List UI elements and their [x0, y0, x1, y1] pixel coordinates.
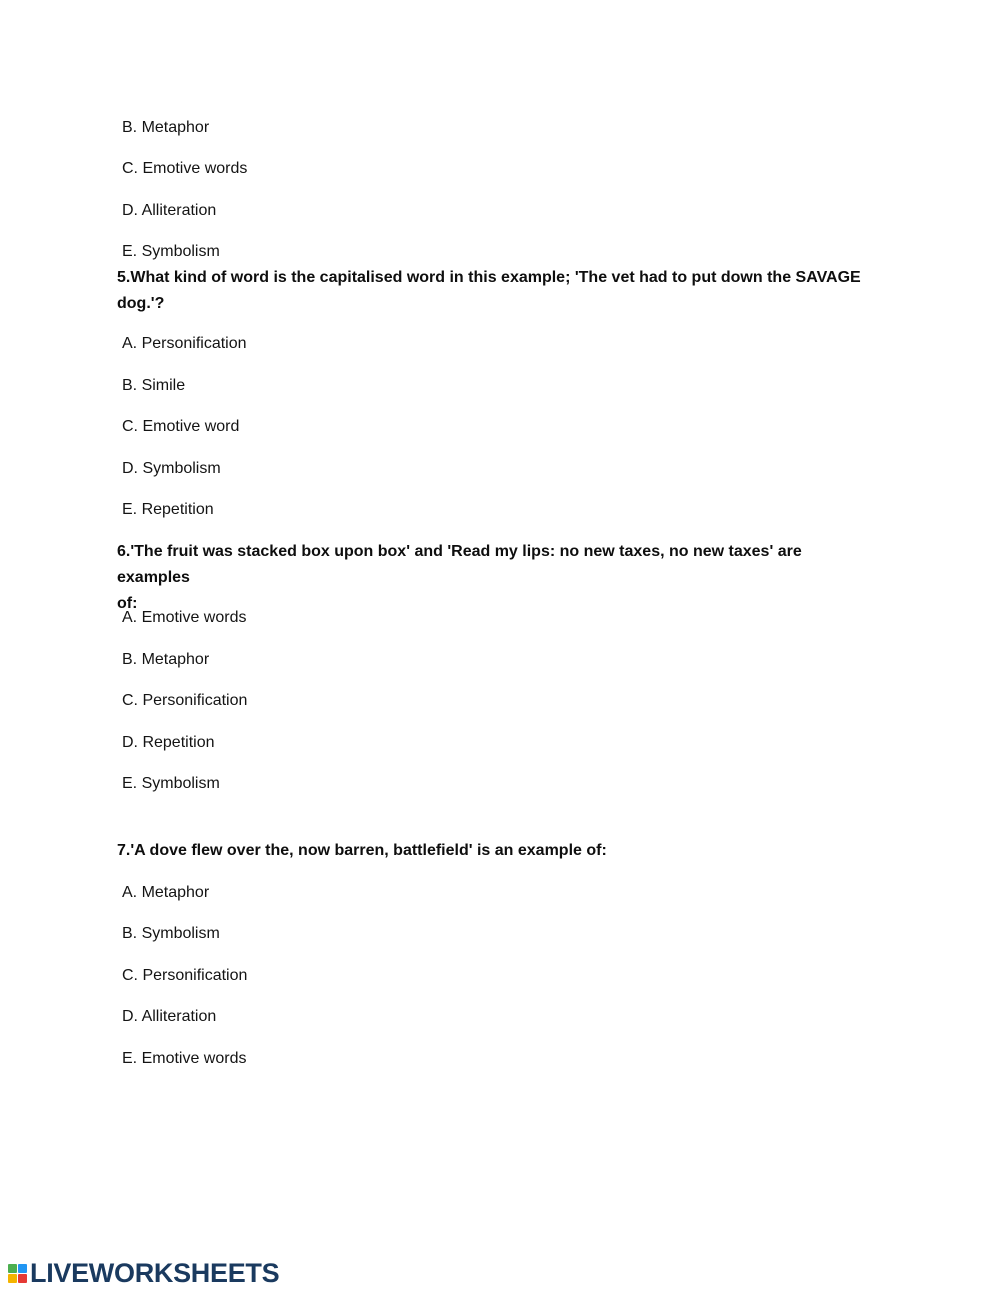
q6-option-a: A. Emotive words — [122, 609, 247, 626]
q5-option-e: E. Repetition — [122, 501, 214, 518]
q4-option-d: D. Alliteration — [122, 202, 217, 219]
q6-option-d: D. Repetition — [122, 734, 215, 751]
liveworksheets-logo-icon — [8, 1264, 27, 1283]
q5-option-c: C. Emotive word — [122, 418, 240, 435]
q7-question: 7.'A dove flew over the, now barren, battlefield' is an example of: — [117, 842, 607, 859]
q7-option-c: C. Personification — [122, 967, 248, 984]
q6-question-line1: 6.'The fruit was stacked box upon box' and 'Read my lips: no new taxes, no new taxes' are examples — [117, 543, 802, 586]
q7-option-e: E. Emotive words — [122, 1050, 247, 1067]
q5-option-d: D. Symbolism — [122, 460, 221, 477]
q4-option-b: B. Metaphor — [122, 119, 210, 136]
logo-square-green — [8, 1264, 17, 1273]
q4-option-e: E. Symbolism — [122, 243, 220, 260]
q6-option-b: B. Metaphor — [122, 651, 210, 668]
logo-square-yellow — [8, 1274, 17, 1283]
q6-option-e: E. Symbolism — [122, 775, 220, 792]
logo-square-red — [18, 1274, 27, 1283]
q5-option-a: A. Personification — [122, 335, 247, 352]
logo-square-blue — [18, 1264, 27, 1273]
q5-question — [117, 265, 877, 317]
q7-option-b: B. Symbolism — [122, 925, 220, 942]
q7-option-d: D. Alliteration — [122, 1008, 217, 1025]
q5-question-line1: 5.What kind of word is the capitalised word in this example; 'The vet had to put down the SAVAGE — [117, 269, 861, 286]
q7-option-a: A. Metaphor — [122, 884, 210, 901]
liveworksheets-logo[interactable] — [8, 1258, 279, 1288]
q6-question — [117, 539, 877, 617]
q4-option-c: C. Emotive words — [122, 160, 248, 177]
q5-question-line2: dog.'? — [117, 295, 165, 312]
q6-option-c: C. Personification — [122, 692, 248, 709]
q5-option-b: B. Simile — [122, 377, 186, 394]
liveworksheets-logo-text: LIVEWORKSHEETS — [30, 1258, 280, 1288]
q6-question-line2: of: — [117, 595, 138, 612]
